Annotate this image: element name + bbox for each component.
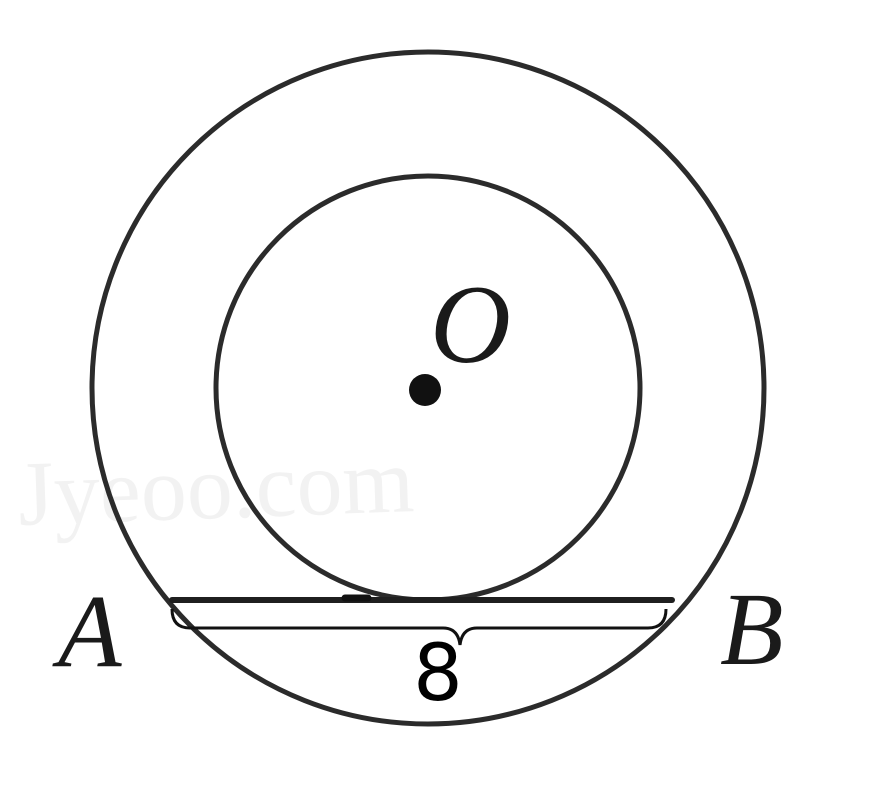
center-label-o: O [430, 263, 511, 387]
point-label-b: B [720, 572, 784, 687]
point-label-a: A [58, 574, 122, 689]
watermark: Jyeoo.com [16, 429, 416, 545]
chord-length-label: 8 [413, 629, 463, 719]
